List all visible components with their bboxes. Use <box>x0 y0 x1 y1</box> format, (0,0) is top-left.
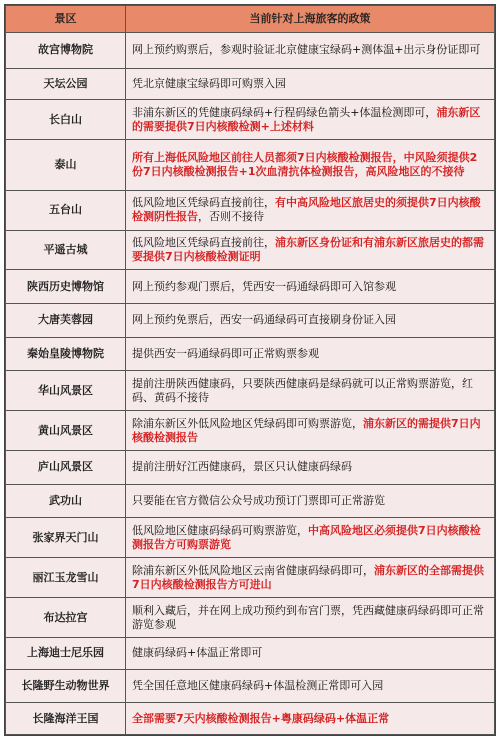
scenic-name: 丽江玉龙雪山 <box>6 558 126 598</box>
policy-cell <box>126 270 495 304</box>
table-row <box>6 68 495 100</box>
policy-cell <box>126 451 495 485</box>
table-row <box>6 190 495 230</box>
policy-cell <box>126 484 495 518</box>
policy-table-frame <box>4 4 496 736</box>
scenic-name: 武功山 <box>6 484 126 518</box>
policy-text: 低风险地区凭绿码直接前往， <box>132 235 275 249</box>
table-row <box>6 669 495 703</box>
table-row <box>6 451 495 485</box>
policy-text: 除浦东新区外低风险地区云南省健康码绿码即可， <box>132 563 374 577</box>
table-row <box>6 484 495 518</box>
policy-cell <box>126 371 495 411</box>
policy-text: 网上预约免票后，西安一码通绿码可直接刷身份证入园 <box>132 313 396 327</box>
table-row <box>6 411 495 451</box>
policy-cell <box>126 598 495 638</box>
policy-text: 提前注册好江西健康码，景区只认健康码绿码 <box>132 460 352 474</box>
header-policy: 当前针对上海旅客的政策 <box>126 6 495 33</box>
policy-text: 网上预约购票后，参观时验证北京健康宝绿码+测体温+出示身份证即可 <box>132 43 481 57</box>
policy-cell <box>126 100 495 140</box>
scenic-name: 泰山 <box>6 140 126 190</box>
policy-text: 提供西安一码通绿码即可正常购票参观 <box>132 347 319 360</box>
policy-text: 低风险地区凭绿码直接前往， <box>132 196 275 210</box>
policy-text: 凭全国任意地区健康码绿码+体温检测正常即可入园 <box>132 679 384 692</box>
policy-text: 网上预约参观门票后，凭西安一码通绿码即可入馆参观 <box>132 279 396 293</box>
policy-highlight: 浦东新区身份证和有浦东新区旅居史的都需要提供7日内核酸检测证明 <box>132 235 484 263</box>
policy-highlight: 浦东新区的需要提供7日内核酸检测+上述材料 <box>132 105 481 133</box>
policy-cell <box>126 337 495 371</box>
scenic-name: 陕西历史博物馆 <box>6 270 126 304</box>
scenic-name: 平遥古城 <box>6 230 126 270</box>
policy-cell <box>126 33 495 69</box>
scenic-name: 华山风景区 <box>6 371 126 411</box>
table-row <box>6 270 495 304</box>
policy-cell <box>126 68 495 100</box>
policy-cell <box>126 518 495 558</box>
policy-cell <box>126 558 495 598</box>
scenic-name: 张家界天门山 <box>6 518 126 558</box>
scenic-name: 长隆海洋王国 <box>6 703 126 735</box>
scenic-name: 黄山风景区 <box>6 411 126 451</box>
table-row <box>6 703 495 735</box>
policy-text: 除浦东新区外低风险地区凭绿码即可购票游览， <box>132 416 363 430</box>
table-row <box>6 558 495 598</box>
scenic-name: 上海迪士尼乐园 <box>6 638 126 670</box>
scenic-name: 故宫博物院 <box>6 33 126 69</box>
policy-cell <box>126 411 495 451</box>
table-row <box>6 371 495 411</box>
policy-cell <box>126 669 495 703</box>
table-row <box>6 140 495 190</box>
policy-cell <box>126 230 495 270</box>
scenic-name: 大唐芙蓉园 <box>6 304 126 338</box>
policy-text: 顺利入藏后，并在网上成功预约到布宫门票，凭西藏健康码绿码即可正常游览参观 <box>132 603 484 631</box>
policy-cell <box>126 703 495 735</box>
policy-highlight: 浦东新区的需提供7日内核酸检测报告 <box>132 416 481 444</box>
policy-text: 提前注册陕西健康码，只要陕西健康码是绿码就可以正常购票游览，红码、黄码不接待 <box>132 376 473 404</box>
table-row <box>6 598 495 638</box>
policy-highlight: 中高风险地区必须提供7日内核酸检测报告方可购票游览 <box>132 523 481 551</box>
scenic-name: 天坛公园 <box>6 68 126 100</box>
scenic-name: 布达拉宫 <box>6 598 126 638</box>
policy-cell <box>126 304 495 338</box>
scenic-name: 秦始皇陵博物院 <box>6 337 126 371</box>
scenic-name: 庐山风景区 <box>6 451 126 485</box>
policy-cell <box>126 140 495 190</box>
policy-text: 只要能在官方微信公众号成功预订门票即可正常游览 <box>132 494 385 508</box>
policy-cell <box>126 638 495 670</box>
policy-highlight: 所有上海低风险地区前往人员都须7日内核酸检测报告，中风险须提供2份7日内核酸检测报告+1次血清抗体检测报告，高风险地区的不接待 <box>132 150 478 178</box>
policy-text: 非浦东新区的凭健康码绿码+行程码绿色箭头+体温检测即可， <box>132 105 437 119</box>
policy-text: 低风险地区健康码绿码可购票游览， <box>132 523 308 537</box>
table-row <box>6 230 495 270</box>
policy-tail: ，否则不接待 <box>198 210 264 224</box>
table-row <box>6 304 495 338</box>
header-scenic: 景区 <box>6 6 126 33</box>
scenic-name: 长隆野生动物世界 <box>6 669 126 703</box>
policy-highlight: 浦东新区的全部需提供7日内核酸检测报告方可进山 <box>132 563 484 591</box>
scenic-name: 长白山 <box>6 100 126 140</box>
policy-table <box>5 5 495 735</box>
policy-text: 健康码绿码+体温正常即可 <box>132 646 263 660</box>
table-row <box>6 337 495 371</box>
policy-cell <box>126 190 495 230</box>
table-header-row <box>6 6 495 33</box>
policy-highlight: 全部需要7天内核酸检测报告+粤康码绿码+体温正常 <box>132 711 390 725</box>
table-row <box>6 33 495 69</box>
scenic-name: 五台山 <box>6 190 126 230</box>
table-row <box>6 518 495 558</box>
policy-highlight: 有中高风险地区旅居史的须提供7日内核酸检测阴性报告 <box>132 196 481 224</box>
table-row <box>6 638 495 670</box>
table-row <box>6 100 495 140</box>
policy-text: 凭北京健康宝绿码即可购票入园 <box>132 76 286 90</box>
